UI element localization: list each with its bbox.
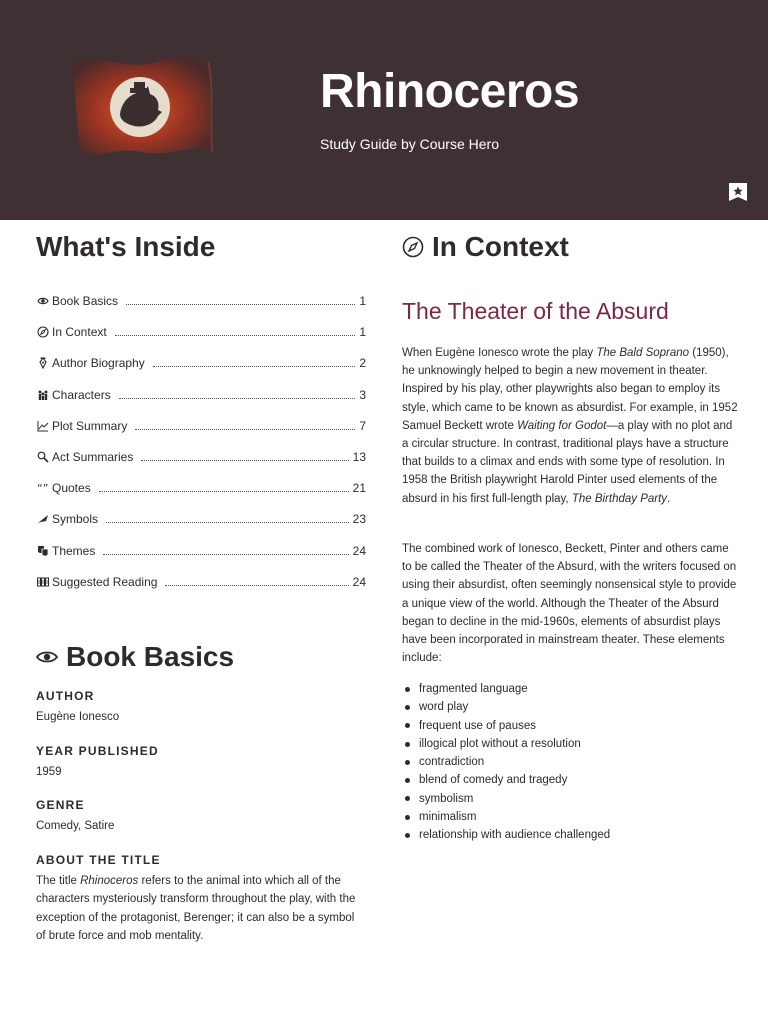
toc-leader <box>115 325 356 336</box>
list-item: word play <box>402 698 740 716</box>
left-column <box>36 228 368 942</box>
toc-item-plot-summary[interactable] <box>36 419 366 450</box>
toc-label: Plot Summary <box>52 418 128 433</box>
toc-item-themes[interactable] <box>36 544 366 575</box>
pen-nib-icon <box>36 356 50 370</box>
toc-leader <box>135 419 355 430</box>
list-item: frequent use of pauses <box>402 717 740 735</box>
toc-leader <box>99 481 349 492</box>
toc-leader <box>119 388 356 399</box>
toc-page: 2 <box>359 356 366 371</box>
toc-page: 1 <box>359 325 366 340</box>
people-icon <box>36 388 50 402</box>
toc-leader <box>106 512 349 523</box>
toc-page: 13 <box>352 449 366 464</box>
about-title-text: The title Rhinoceros refers to the animal into which all of the characters mysteriously transform throughout the play, with the exception of the protagonist, Berenger; it can also be a symbol of brute force and mob mentality. <box>36 874 356 942</box>
genre-group <box>36 797 366 836</box>
toc-item-author-biography[interactable] <box>36 356 366 387</box>
in-context-title: In Context <box>432 231 569 262</box>
in-context-heading <box>402 228 742 266</box>
toc-leader <box>153 356 356 367</box>
year-published-label: YEAR PUBLISHED <box>36 743 159 758</box>
toc-label: Suggested Reading <box>52 574 158 589</box>
toc-page: 23 <box>352 512 366 527</box>
absurd-elements-list <box>402 680 740 845</box>
toc-leader <box>126 294 355 305</box>
toc-page: 3 <box>359 387 366 402</box>
toc-label: Symbols <box>52 512 99 527</box>
eye-icon <box>36 649 58 665</box>
year-group <box>36 743 366 782</box>
header-banner <box>0 0 768 220</box>
toc-label: Quotes <box>52 481 91 496</box>
eye-icon <box>36 294 50 308</box>
rhino-logo-icon <box>62 52 222 164</box>
about-title-label: ABOUT THE TITLE <box>36 852 161 867</box>
toc-item-characters[interactable] <box>36 388 366 419</box>
list-item: illogical plot without a resolution <box>402 735 740 753</box>
about-title-group <box>36 852 366 946</box>
flag-icon <box>36 512 50 526</box>
books-icon <box>36 575 50 589</box>
toc-item-book-basics[interactable] <box>36 294 366 325</box>
book-basics-details <box>36 688 366 962</box>
toc-label: Book Basics <box>52 294 119 308</box>
line-chart-icon <box>36 419 50 433</box>
right-column <box>402 228 742 842</box>
whats-inside-heading: What's Inside <box>36 231 216 262</box>
book-basics-heading <box>36 638 234 676</box>
context-paragraph-1: When Eugène Ionesco wrote the play The Bald Soprano (1950), he unknowingly helped to begin a new movement in theater. Inspired by his play, other playwrights also began to employ its style, which came to be known as absurdist. For example, in 1952 Samuel Beckett wrote Waiting for Godot—a play with no plot and a circular structure. In contrast, traditional plays have a structure that builds to a climax and ends with some type of resolution. In 1958 the British playwright Harold Pinter used elements of the absurd in his first full-length play, The Birthday Party. <box>402 347 738 505</box>
toc-page: 24 <box>352 543 366 558</box>
genre-value: Comedy, Satire <box>36 820 115 832</box>
year-published-value: 1959 <box>36 765 62 778</box>
list-item: blend of comedy and tragedy <box>402 771 740 789</box>
toc-item-quotes[interactable] <box>36 481 366 512</box>
toc-leader <box>141 450 348 461</box>
toc-label: Act Summaries <box>52 449 134 464</box>
masks-icon <box>36 544 50 558</box>
compass-icon <box>36 325 50 339</box>
toc-item-act-summaries[interactable] <box>36 450 366 481</box>
study-guide-subtitle: Study Guide by Course Hero <box>320 136 499 152</box>
list-item: fragmented language <box>402 680 740 698</box>
theater-absurd-heading: The Theater of the Absurd <box>402 298 669 324</box>
toc-page: 7 <box>359 418 366 433</box>
compass-icon <box>402 236 424 258</box>
context-paragraph-2: The combined work of Ionesco, Beckett, Pinter and others came to be called the Theater of the Absurd, with the writers focused on using their absurdist, often seemingly nonsensical style to provide a unique view of the world. Although the Theater of the Absurd began to decline in the mid-1960s, elements of absurdist plays have been incorporated in mainstream theater. These elements include: <box>402 543 737 665</box>
toc-item-suggested-reading[interactable] <box>36 575 366 606</box>
toc-leader <box>165 575 348 586</box>
book-basics-title: Book Basics <box>66 641 235 672</box>
toc-label: Themes <box>52 543 96 558</box>
toc-page: 21 <box>352 481 366 496</box>
svg-text:“”: “” <box>37 482 49 495</box>
toc-page: 1 <box>359 294 366 308</box>
list-item: relationship with audience challenged <box>402 826 740 844</box>
book-title: Rhinoceros <box>320 65 580 118</box>
toc-label: In Context <box>52 325 107 340</box>
quote-icon <box>36 481 50 495</box>
list-item: symbolism <box>402 790 740 808</box>
list-item: minimalism <box>402 808 740 826</box>
toc-label: Author Biography <box>52 356 145 371</box>
star-bookmark-icon[interactable] <box>728 182 748 202</box>
author-value: Eugène Ionesco <box>36 711 120 723</box>
toc-item-in-context[interactable] <box>36 325 366 356</box>
list-item: contradiction <box>402 753 740 771</box>
toc-label: Characters <box>52 387 111 402</box>
magnifier-icon <box>36 450 50 464</box>
genre-label: GENRE <box>36 798 85 812</box>
author-label: AUTHOR <box>36 689 95 703</box>
table-of-contents <box>36 294 366 606</box>
toc-item-symbols[interactable] <box>36 512 366 543</box>
author-group <box>36 688 366 727</box>
toc-page: 24 <box>352 574 366 589</box>
toc-leader <box>103 544 348 555</box>
